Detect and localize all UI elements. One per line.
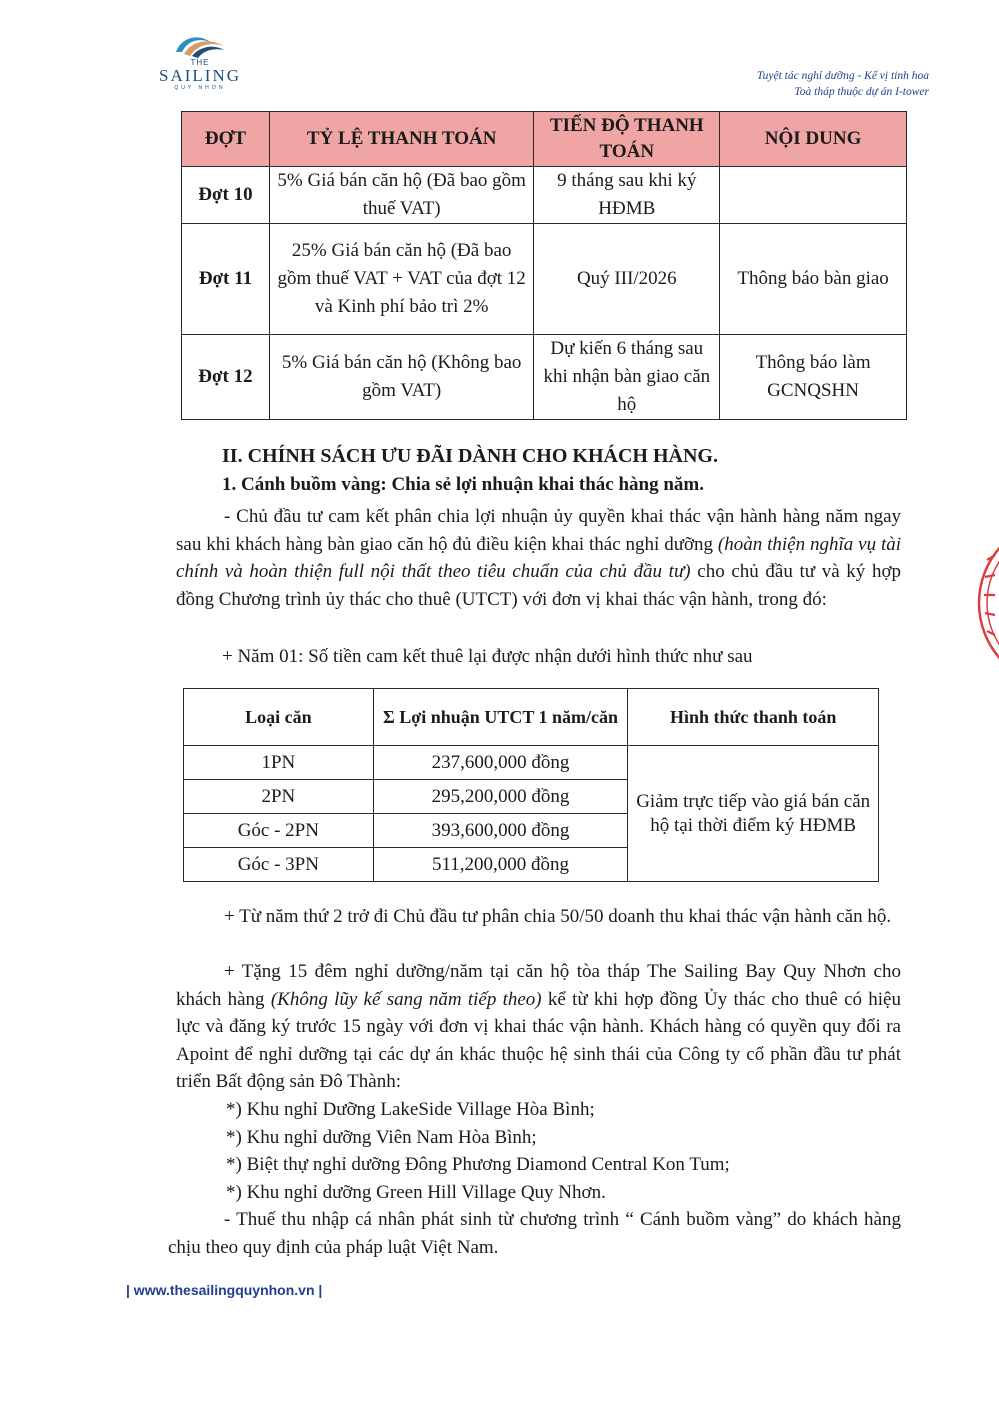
logo-small-text: THE [190, 58, 210, 67]
cell-unit-type: Góc - 2PN [184, 814, 374, 848]
header-dot: ĐỢT [182, 112, 270, 167]
cell-content: Thông báo làm GCNQSHN [720, 335, 907, 420]
logo-subtext: QUY NHƠN [174, 85, 226, 91]
cell-profit: 237,600,000 đồng [373, 746, 628, 780]
cell-content [720, 167, 907, 224]
tagline-line-2: Toà tháp thuộc dự án I-tower [794, 86, 929, 98]
table-row [182, 224, 907, 335]
header-schedule: TIẾN ĐỘ THANH TOÁN [534, 112, 720, 167]
paragraph-text: - Chủ đầu tư cam kết phân chia lợi nhuận ủy quyền khai thác vận hành hàng năm ngay sau khi khách hàng bàn giao căn hộ đủ điều kiện khai thác nghỉ dưỡng [176, 506, 901, 555]
header-content: NỘI DUNG [720, 112, 907, 167]
list-item: *) Khu nghỉ Dưỡng LakeSide Village Hòa Bình; [226, 1099, 595, 1120]
paragraph-text: kể từ khi hợp đồng Ủy thác cho thuê có hiệu lực và đăng ký trước 15 ngày với đơn vị khai thác vận hành. Khách hàng có quyền quy đổi ra Apoint để nghỉ dưỡng tại các dự án khác thuộc hệ sinh thái của Công ty cổ phần đầu tư phát triển Bất động sản Đô Thành: [176, 988, 901, 1092]
payment-schedule-table [181, 111, 907, 420]
table-header-row [182, 112, 907, 167]
cell-unit-type: 1PN [184, 746, 374, 780]
section-title: II. CHÍNH SÁCH ƯU ĐÃI DÀNH CHO KHÁCH HÀNG. [222, 445, 718, 467]
cell-profit: 295,200,000 đồng [373, 780, 628, 814]
cell-profit: 393,600,000 đồng [373, 814, 628, 848]
header-profit: Σ Lợi nhuận UTCT 1 năm/căn [373, 689, 628, 746]
header-unit-type: Loại căn [184, 689, 374, 746]
paragraph-italic: (hoàn thiện nghĩa vụ tài chính và hoàn thiện full nội thất theo tiêu chuẩn của chủ đầu tư) [176, 533, 901, 582]
tax-paragraph: - Thuế thu nhập cá nhân phát sinh từ chương trình “ Cánh buồm vàng” do khách hàng chịu theo quy định của pháp luật Việt Nam. [168, 1209, 901, 1258]
cell-schedule: Dự kiến 6 tháng sau khi nhận bàn giao căn hộ [534, 335, 720, 420]
company-logo [150, 30, 250, 102]
profit-sharing-paragraph [176, 503, 901, 613]
cell-dot: Đợt 12 [182, 335, 270, 420]
company-stamp [975, 515, 999, 690]
cell-unit-type: Góc - 3PN [184, 848, 374, 882]
cell-rate: 5% Giá bán căn hộ (Không bao gồm VAT) [269, 335, 534, 420]
table-row [182, 335, 907, 420]
table-row [182, 167, 907, 224]
logo-name: SAILING [159, 66, 241, 85]
paragraph-italic: (Không lũy kế sang năm tiếp theo) [270, 988, 542, 1010]
table-row [184, 746, 879, 780]
paragraph-text: + Tặng 15 đêm nghỉ dưỡng/năm tại căn hộ tòa tháp The Sailing Bay Quy Nhơn cho khách hàng [176, 961, 901, 1010]
list-item: *) Biệt thự nghỉ dưỡng Đông Phương Diamond Central Kon Tum; [226, 1154, 730, 1175]
gift-paragraph [176, 958, 901, 1096]
header-tagline [629, 68, 929, 100]
cell-unit-type: 2PN [184, 780, 374, 814]
cell-rate: 25% Giá bán căn hộ (Đã bao gồm thuế VAT + VAT của đợt 12 và Kinh phí bảo trì 2% [269, 224, 534, 335]
cell-rate: 5% Giá bán căn hộ (Đã bao gồm thuế VAT) [269, 167, 534, 224]
year1-line: + Năm 01: Số tiền cam kết thuê lại được nhận dưới hình thức như sau [222, 646, 753, 667]
year2-paragraph: + Từ năm thứ 2 trở đi Chủ đầu tư phân chia 50/50 doanh thu khai thác vận hành căn hộ. [224, 906, 892, 927]
tagline-line-1: Tuyệt tác nghỉ dưỡng - Kế vị tinh hoa [756, 70, 929, 82]
cell-schedule: Quý III/2026 [534, 224, 720, 335]
list-item: *) Khu nghỉ dưỡng Viên Nam Hòa Bình; [226, 1126, 537, 1148]
website-link[interactable]: | www.thesailingquynhon.vn | [126, 1282, 323, 1298]
table-header-row [184, 689, 879, 746]
resort-list [226, 1096, 730, 1206]
header-rate: TỶ LỆ THANH TOÁN [269, 112, 534, 167]
cell-profit: 511,200,000 đồng [373, 848, 628, 882]
paragraph-text: cho chủ đầu tư và ký hợp đồng Chương trình ủy thác cho thuê (UTCT) với đơn vị khai thác vận hành, trong đó: [176, 561, 901, 610]
wave-logo-icon [170, 30, 230, 60]
cell-dot: Đợt 11 [182, 224, 270, 335]
header-payment-method: Hình thức thanh toán [628, 689, 879, 746]
cell-payment-method: Giảm trực tiếp vào giá bán căn hộ tại thời điểm ký HĐMB [628, 746, 879, 882]
cell-dot: Đợt 10 [182, 167, 270, 224]
profit-table [183, 688, 879, 882]
section-subtitle: 1. Cánh buồm vàng: Chia sẻ lợi nhuận khai thác hàng năm. [222, 474, 704, 495]
list-item: *) Khu nghỉ dưỡng Green Hill Village Quy Nhơn. [226, 1181, 606, 1203]
stamp-icon [975, 515, 999, 690]
cell-content: Thông báo bàn giao [720, 224, 907, 335]
cell-schedule: 9 tháng sau khi ký HĐMB [534, 167, 720, 224]
